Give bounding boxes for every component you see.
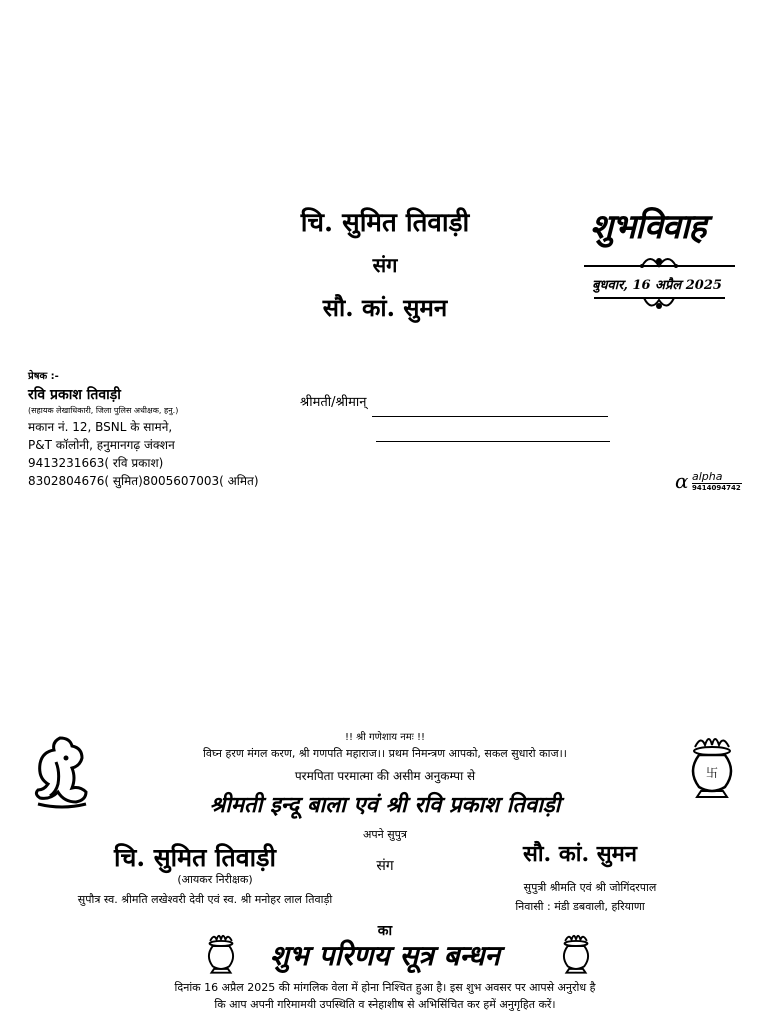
sender-label: प्रेषक :- (28, 371, 59, 382)
dinank-line: दिनांक 16 अप्रैल 2025 की मांगलिक वेला में होना निश्चित हुआ है। इस शुभ अवसर पर आपसे अनुरोध है (174, 981, 596, 994)
bride-parents: सुपुत्री श्रीमति एवं श्री जोगिंदरपाल (523, 881, 657, 894)
sender-name: रवि प्रकाश तिवाड़ी (28, 387, 121, 403)
kalash-small-right-icon (560, 932, 592, 974)
logo-title: शुभविवाह (590, 207, 706, 247)
svg-text:α: α (675, 472, 689, 492)
cover-groom-name: चि. सुमित तिवाड़ी (300, 208, 470, 238)
sender-phone1: 9413231663( रवि प्रकाश) (28, 456, 164, 470)
cover-bride-name: सौ. कां. सुमन (322, 293, 448, 322)
recipient-label: श्रीमती/श्रीमान् (300, 395, 367, 410)
sender-address-line2: P&T कॉलोनी, हनुमानगढ़ जंक्शन (28, 438, 175, 452)
alpha-phone: 9414094742 (692, 484, 741, 492)
recipient-line-2 (376, 441, 610, 442)
alpha-glyph-icon (675, 472, 691, 492)
parents-names: श्रीमती इन्दू बाला एवं श्री रवि प्रकाश तिवाड़ी (209, 792, 561, 818)
recipient-line-1 (372, 416, 608, 417)
apne-suputra: अपने सुपुत्र (362, 828, 407, 841)
bride-residence: निवासी : मंडी डबवाली, हरियाणा (515, 900, 645, 913)
groom-lineage: सुपौत्र स्व. श्रीमति लखेश्वरी देवी एवं स्व. श्री मनोहर लाल तिवाड़ी (77, 893, 333, 906)
sender-block (28, 368, 288, 490)
parampita-line: परमपिता परमात्मा की असीम अनुकम्पा से (294, 769, 476, 783)
shri-ganesh-line: !! श्री गणेशाय नमः !! (344, 732, 426, 743)
sender-designation: (सहायक लेखाधिकारी, जिला पुलिस अधीक्षक, हनु.) (28, 406, 179, 415)
svg-text:卐: 卐 (706, 766, 719, 780)
ornament-top-icon (582, 252, 737, 276)
sender-phone2: 8302804676( सुमित)8005607003( अमित) (28, 474, 259, 488)
shubh-vivah-logo (582, 200, 742, 318)
invite-ka: का (377, 923, 393, 939)
ganesha-icon (30, 734, 92, 810)
invite-bride-name: सौ. कां. सुमन (522, 841, 638, 867)
request-line: कि आप अपनी गरिमामयी उपस्थिति व स्नेहाशीष से अभिसिंचित कर हमें अनुगृहित करें। (214, 998, 556, 1011)
invite-groom-name: चि. सुमित तिवाड़ी (114, 843, 276, 872)
alpha-mark (675, 470, 745, 496)
ornament-bottom-icon (582, 292, 737, 316)
vighna-harana-couplet: विघ्न हरण मंगल करण, श्री गणपति महाराज।। प्रथम निमन्त्रण आपको, सकल सुधारो काज।। (203, 747, 567, 760)
groom-occupation: (आयकर निरीक्षक) (177, 873, 253, 886)
kalash-icon (687, 733, 737, 799)
cover-sang: संग (372, 253, 398, 277)
sender-address-line1: मकान नं. 12, BSNL के सामने, (28, 420, 173, 434)
alpha-brand: alpha (692, 470, 742, 484)
invite-sang: संग (376, 858, 394, 874)
logo-date: बुधवार, 16 अप्रैल 2025 (592, 278, 722, 293)
parinay-title: शुभ परिणय सूत्र बन्धन (270, 939, 500, 972)
